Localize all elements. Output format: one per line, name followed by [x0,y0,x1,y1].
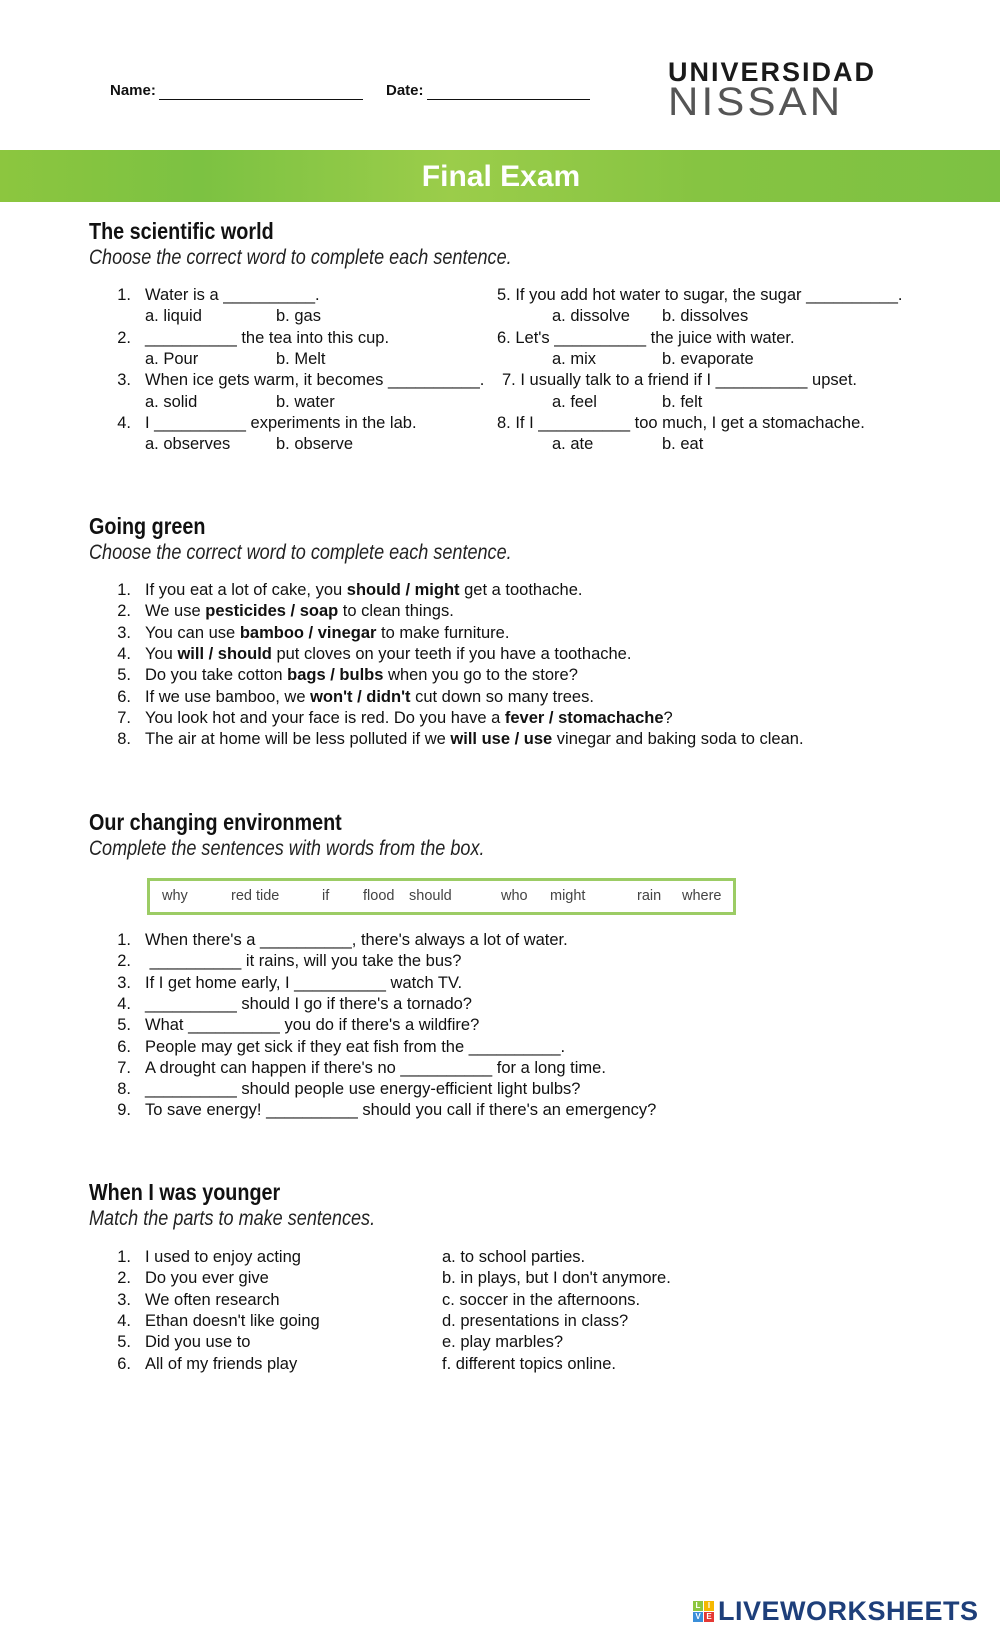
option-b: b. evaporate [662,349,754,368]
question-number: 7. [117,1058,131,1077]
question-number: 1. [117,1248,131,1266]
word-box [147,878,736,915]
question-number: 2. [117,602,131,621]
question-number: 5. [117,1016,131,1035]
question-text: I __________ experiments in the lab. [145,413,417,432]
question-number: 6. [117,1037,131,1056]
option-b: b. gas [276,307,321,326]
question-number: 4. [117,413,131,432]
section-instruction: Complete the sentences with words from the box. [89,837,485,860]
sentence-part: You can use [145,623,240,642]
sentence-part: put cloves on your teeth if you have a toothache. [271,644,632,663]
question-text [145,601,454,621]
sentence-ending: f. different topics online. [442,1354,616,1373]
question-number: 4. [117,644,131,663]
section-instruction: Match the parts to make sentences. [89,1207,376,1230]
option-b: b. observe [276,435,354,454]
question-number: 5. [117,666,131,685]
question-text: 5. If you add hot water to sugar, the sugar __________. [497,286,903,304]
sentence-part: ? [663,708,673,727]
exam-title: Final Exam [421,160,581,193]
sentence-ending: a. to school parties. [442,1248,586,1266]
sentence-ending: e. play marbles? [442,1333,564,1352]
sentence-start: We often research [145,1290,280,1309]
question-text: __________ it rains, will you take the bus? [145,952,462,971]
option-b: b. Melt [276,349,326,368]
question-text [145,687,594,707]
sentence-start: All of my friends play [145,1354,298,1373]
date-field-group [386,82,590,100]
date-label: Date: [386,82,424,99]
section-title: Our changing environment [89,809,342,835]
option-a: a. liquid [145,307,202,326]
name-label: Name: [110,82,156,99]
option-a: a. feel [552,392,597,411]
logo-block: E [704,1612,714,1622]
name-field-group [110,82,363,100]
question-text: __________ should people use energy-efficient light bulbs? [145,1080,581,1099]
question-text: When there's a __________, there's always a lot of water. [145,931,568,949]
sentence-ending: b. in plays, but I don't anymore. [442,1269,671,1288]
word-bank-item: if [322,888,330,904]
sentence-part: get a toothache. [459,581,583,599]
question-number: 6. [117,687,131,706]
question-text: A drought can happen if there's no __________ for a long time. [145,1058,606,1077]
question-text [145,580,582,600]
sentence-ending: c. soccer in the afternoons. [442,1290,641,1309]
word-bank-item: who [501,888,528,904]
sentence-part: If we use bamboo, we [145,687,311,706]
question-number: 1. [117,931,131,949]
liveworksheets-brand: LIVEWORKSHEETS [718,1596,979,1626]
choice-options[interactable]: bags / bulbs [287,666,384,685]
question-number: 2. [117,1269,131,1288]
sentence-start: Ethan doesn't like going [145,1311,320,1330]
word-bank-item: should [409,888,452,904]
sentence-start: Did you use to [145,1333,251,1352]
choice-options[interactable]: fever / stomachache [504,708,664,727]
option-b: b. water [276,392,335,411]
question-number: 4. [117,994,131,1013]
choice-options[interactable]: pesticides / soap [205,602,339,621]
question-text: 8. If I __________ too much, I get a stomachache. [497,413,865,432]
question-number: 9. [117,1101,131,1120]
sentence-part: cut down so many trees. [410,687,594,706]
question-number: 1. [117,286,131,304]
question-number: 6. [117,1354,131,1373]
date-input[interactable] [427,85,590,100]
option-a: a. solid [145,392,198,411]
option-b: b. dissolves [662,307,749,326]
section-instruction: Choose the correct word to complete each sentence. [89,246,512,269]
section-title: The scientific world [89,218,274,244]
logo-block: I [704,1601,714,1611]
logo-blocks-icon [693,1601,714,1622]
question-text: What __________ you do if there's a wildfire? [145,1016,480,1035]
logo-nissan: NISSAN [668,80,844,124]
choice-options[interactable]: should / might [346,581,460,599]
word-bank-item: might [550,888,586,904]
question-text: People may get sick if they eat fish from the __________. [145,1037,566,1056]
choice-options[interactable]: bamboo / vinegar [239,623,377,642]
title-banner [0,150,1000,202]
word-bank-item: why [162,888,188,904]
sentence-part: The air at home will be less polluted if we [145,730,451,749]
question-text [145,708,673,728]
word-bank-item: where [682,888,722,904]
sentence-ending: d. presentations in class? [442,1311,629,1330]
question-number: 8. [117,1080,131,1099]
question-text: If I get home early, I __________ watch TV. [145,973,463,992]
question-text [145,729,804,749]
word-bank-item: flood [363,888,395,904]
question-number: 2. [117,328,131,347]
option-a: a. mix [552,349,597,368]
option-b: b. felt [662,392,703,411]
question-number: 3. [117,623,131,642]
option-a: a. Pour [145,349,199,368]
sentence-part: vinegar and baking soda to clean. [552,730,804,749]
section-title: Going green [89,513,206,539]
question-text: __________ the tea into this cup. [145,328,390,347]
question-text [145,644,631,664]
option-a: a. dissolve [552,307,630,326]
option-a: a. observes [145,435,231,454]
question-number: 2. [117,952,131,971]
sentence-start: I used to enjoy acting [145,1248,301,1266]
sentence-part: to clean things. [338,602,454,621]
question-number: 3. [117,973,131,992]
section-instruction: Choose the correct word to complete each sentence. [89,541,512,564]
question-text: Water is a __________. [145,286,320,304]
word-bank-item: red tide [231,888,280,904]
logo-block: L [693,1601,703,1611]
question-number: 8. [117,730,131,749]
sentence-part: You look hot and your face is red. Do you have a [145,708,505,727]
logo-block: V [693,1612,703,1622]
question-number: 4. [117,1311,131,1330]
logo-universidad: UNIVERSIDAD [668,57,877,87]
sentence-part: Do you take cotton [145,666,288,685]
question-number: 1. [117,581,131,599]
option-a: a. ate [552,435,594,454]
sentence-part: We use [145,602,206,621]
option-b: b. eat [662,435,704,454]
question-number: 3. [117,371,131,390]
sentence-start: Do you ever give [145,1269,269,1288]
question-text: 7. I usually talk to a friend if I __________ upset. [502,371,857,390]
question-text [145,665,578,685]
sentence-part: You [145,644,178,663]
sentence-part: when you go to the store? [383,666,578,685]
sentence-part: If you eat a lot of cake, you [145,581,347,599]
name-input[interactable] [159,85,363,100]
liveworksheets-logo[interactable] [693,1596,979,1627]
question-number: 5. [117,1333,131,1352]
word-bank-item: rain [637,888,662,904]
question-text: When ice gets warm, it becomes __________. [145,371,485,390]
choice-options[interactable]: will use / use [450,730,553,749]
question-text: __________ should I go if there's a tornado? [145,994,472,1013]
choice-options[interactable]: will / should [177,644,272,663]
question-number: 7. [117,708,131,727]
sentence-part: to make furniture. [376,623,510,642]
question-text: To save energy! __________ should you call if there's an emergency? [145,1101,657,1120]
question-text [145,623,509,643]
section-title: When I was younger [89,1179,281,1205]
choice-options[interactable]: won't / didn't [310,687,411,706]
question-text: 6. Let's __________ the juice with water. [497,328,795,347]
question-number: 3. [117,1290,131,1309]
